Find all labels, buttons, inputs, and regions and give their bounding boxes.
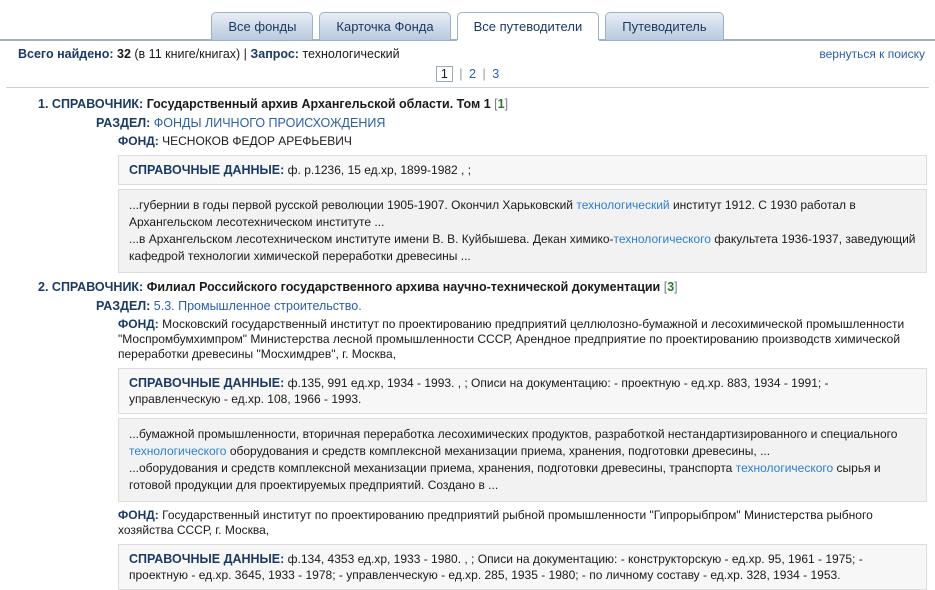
fond-label: ФОНД: [118, 508, 159, 522]
count-bracket-close: ] [674, 280, 678, 294]
snippet-text: институт 1912. С 1930 работал в Архангельском лесотехническом институте ... [129, 198, 856, 229]
reference-data-label: СПРАВОЧНЫЕ ДАННЫЕ: [129, 376, 285, 390]
razdel-row [96, 297, 927, 315]
result-title[interactable]: Государственный архив Архангельской области. Том 1 [146, 97, 491, 111]
snippet-text: ...бумажной промышленности, вторичная переработка лесохимических продуктов, разработкой нестандартизированного и специального [129, 427, 898, 441]
snippet-text: ...губернии в годы первой русской революции 1905-1907. Окончил Харьковский [129, 198, 577, 212]
count-value: 1 [497, 97, 505, 111]
tab-bar [0, 0, 935, 40]
tab-all-fonds[interactable]: Все фонды [211, 12, 313, 40]
snippet-text: ...в Архангельском лесотехническом институте имени В. В. Куйбышева. Декан химико- [129, 232, 614, 246]
result-item [8, 94, 927, 273]
reference-data-value: ф. р.1236, 15 ед.хр, 1899-1982 , ; [287, 163, 472, 177]
fond-label: ФОНД: [118, 134, 159, 148]
reference-data-card [118, 368, 927, 414]
result-kind: СПРАВОЧНИК: [51, 280, 144, 294]
snippet-line [129, 231, 916, 265]
books-count: (в 11 книге/книгах) [134, 47, 241, 61]
results-summary-bar [0, 41, 935, 65]
found-label: Всего найдено: [18, 47, 114, 61]
count-bracket-close: ] [504, 97, 509, 111]
snippet-text: сырья и готовой продукции для проектируемых предприятий. Создано в ... [129, 461, 881, 492]
result-kind: СПРАВОЧНИК: [51, 97, 144, 111]
query-label: Запрос: [250, 47, 299, 61]
result-count [494, 97, 508, 111]
snippet-text: факультета 1936-1937, заведующий кафедрой технологии химической переработки древесины ... [129, 232, 916, 263]
fond-value: ЧЕСНОКОВ ФЕДОР АРЕФЬЕВИЧ [162, 134, 352, 148]
tab-all-guides[interactable]: Все путеводители [457, 12, 600, 40]
reference-data-label: СПРАВОЧНЫЕ ДАННЫЕ: [129, 163, 285, 177]
snippet-block [118, 189, 927, 273]
summary-divider: | [243, 47, 247, 61]
page-sep-2: | [482, 67, 486, 81]
results-summary-text [18, 47, 400, 61]
count-bracket-open: [ [663, 280, 668, 294]
razdel-value[interactable]: 5.3. Промышленное строительство. [153, 299, 362, 313]
fond-label: ФОНД: [118, 317, 159, 331]
fond-row [96, 315, 927, 364]
reference-data-card [118, 155, 927, 185]
snippet-text: оборудования и средств комплексной механизации приема, хранения, подготовки древесины, ... [226, 444, 771, 458]
back-to-search-link[interactable]: вернуться к поиску [819, 47, 925, 61]
results-list [0, 88, 935, 590]
fond-value: Московский государственный институт по проектированию предприятий целлюлозно-бумажной и лесохимической промышленности "Моспромбумхимпром" Министерства лесной промышленности СССР, Арендное предприятие по проектированию производств химической переработки древесины "Мосхимдрев", г. Москва, [118, 317, 905, 361]
snippet-block [118, 418, 927, 502]
result-heading [8, 277, 927, 297]
snippet-text: ...оборудования и средств комплексной механизации приема, хранения, подготовки древесины, транспорта [129, 461, 736, 475]
pagination [0, 65, 935, 87]
page-current[interactable]: 1 [436, 66, 453, 82]
highlighted-term[interactable]: технологического [613, 232, 711, 246]
razdel-label: РАЗДЕЛ: [96, 299, 151, 313]
page-link-3[interactable]: 3 [492, 67, 500, 81]
snippet-line [129, 426, 916, 460]
snippet-line [129, 460, 916, 494]
page-sep-1: | [459, 67, 463, 81]
reference-data-value: ф.134, 4353 ед.хр, 1933 - 1980. , ; Описи на документацию: - конструкторскую - ед.хр. 95, 1961 - 1975; - проектную - ед.хр. 3645, 1933 - 1978; - управленческую - ед.хр. 285, 1935 - 1980; - по личному составу - ед.хр. 328, 1934 - 1953. [129, 552, 863, 582]
tab-fond-card[interactable]: Карточка Фонда [319, 12, 450, 40]
result-index: 1. [38, 97, 49, 111]
result-body [8, 297, 927, 590]
fond-row [96, 132, 927, 151]
reference-data-card [118, 544, 927, 590]
highlighted-term[interactable]: технологический [576, 198, 670, 212]
snippet-line [129, 197, 916, 231]
reference-data-label: СПРАВОЧНЫЕ ДАННЫЕ: [129, 552, 285, 566]
razdel-value[interactable]: ФОНДЫ ЛИЧНОГО ПРОИСХОЖДЕНИЯ [153, 116, 386, 130]
fond-row [96, 506, 927, 540]
razdel-row [96, 114, 927, 132]
highlighted-term[interactable]: технологического [735, 461, 834, 475]
reference-data-value: ф.135, 991 ед.хр, 1934 - 1993. , ; Описи на документацию: - проектную - ед.хр. 883, 1934 - 1991; - управленческую - ед.хр. 108, 1966 - 1993. [129, 376, 829, 406]
highlighted-term[interactable]: технологического [129, 444, 227, 458]
result-heading [8, 94, 927, 114]
result-body [8, 114, 927, 273]
page-link-2[interactable]: 2 [469, 67, 476, 81]
tab-guide[interactable]: Путеводитель [605, 12, 723, 40]
count-value: 3 [667, 280, 675, 294]
razdel-label: РАЗДЕЛ: [96, 116, 151, 130]
count-bracket-open: [ [494, 97, 498, 111]
query-value: технологический [302, 47, 400, 61]
result-title[interactable]: Филиал Российского государственного архива научно-технической документации [146, 280, 661, 294]
result-index: 2. [38, 280, 49, 294]
fond-value: Государственный институт по проектированию предприятий рыбной промышленности "Гипрорыбпром" Министерства рыбного хозяйства СССР, г. Москва, [118, 508, 873, 537]
found-count: 32 [117, 47, 131, 61]
result-count [664, 280, 678, 294]
result-item [8, 277, 927, 590]
